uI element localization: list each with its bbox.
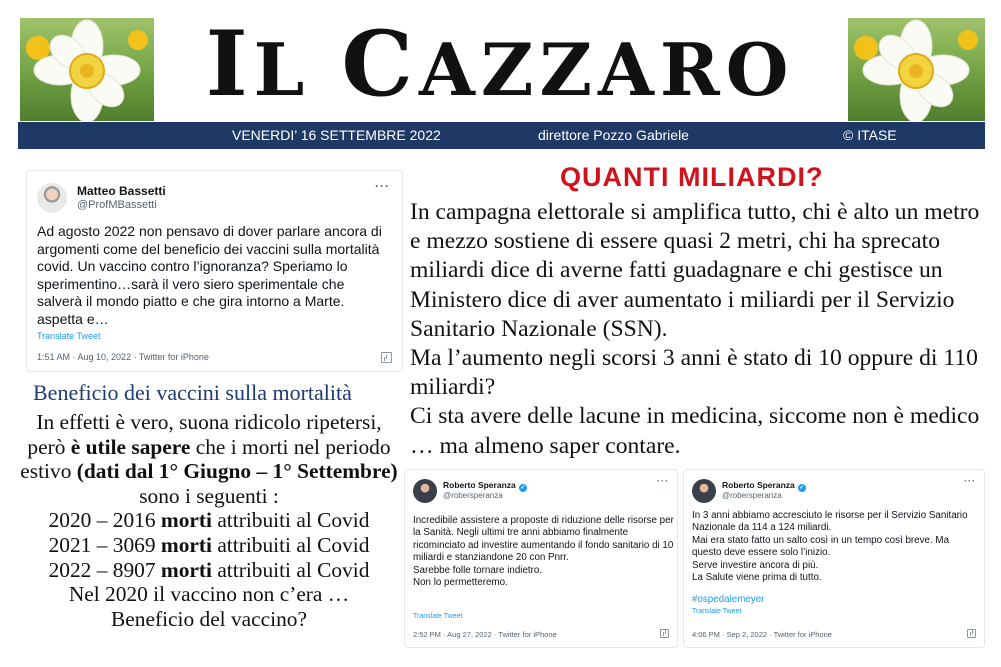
tweet-author-name: Matteo Bassetti [77, 184, 166, 198]
article-paragraph: Ci sta avere delle lacune in medicina, siccome non è medico … ma almeno saper contare. [410, 403, 980, 459]
daffodil-image-left [20, 18, 154, 121]
tweet-text: In 3 anni abbiamo accresciuto le risorse per il Servizio Sanitario Nazionale da 114 a 124 miliardi. Mai era stato fatto un salto così in un tempo così breve. Ma questo deve essere solo l’inizio. Serve investire ancora di più. La Salute viene prima di tutto. [692, 510, 968, 584]
more-options-icon[interactable]: ··· [657, 476, 669, 486]
article-body [410, 198, 985, 461]
tweet-timestamp: 2:52 PM · Aug 27, 2022 · Twitter for iPhone [413, 630, 557, 639]
issue-date: VENERDI’ 16 SETTEMBRE 2022 [232, 127, 441, 143]
tweet-timestamp: 1:51 AM · Aug 10, 2022 · Twitter for iPhone [37, 352, 209, 362]
translate-tweet-link[interactable]: Translate Tweet [692, 608, 742, 615]
more-options-icon[interactable]: ··· [964, 476, 976, 486]
column-heading: Beneficio dei vaccini sulla mortalità [33, 380, 352, 405]
director-credit: direttore Pozzo Gabriele [538, 127, 689, 143]
verified-badge-icon: ✓ [799, 485, 805, 491]
column-intro: In effetti è vero, suona ridicolo ripetersi, però è utile sapere che i morti nel periodo estivo (dati dal 1° Giugno – 1° Settembre) sono i seguenti : [20, 410, 398, 508]
tweet-text: Ad agosto 2022 non pensavo di dover parlare ancora di argomenti come del beneficio dei vaccini sulla mortalità covid. Un vaccino contro l’ignoranza? Speriamo lo sperimentino…sarà il vero siero sperimentale che salverà il mondo piatto e che gira intorno a Marte. aspetta e… [37, 223, 382, 327]
analytics-icon[interactable] [660, 629, 669, 638]
tweet-author-handle: @robersperanza [443, 491, 503, 500]
death-stat-row: 2022 – 8907 morti attribuiti al Covid [48, 557, 370, 582]
translate-tweet-link[interactable]: Translate Tweet [37, 331, 101, 341]
death-stat-row: 2020 – 2016 morti attribuiti al Covid [48, 508, 370, 533]
hashtag-link[interactable]: #ospedalemeyer [692, 594, 765, 605]
tweet-card-bassetti [26, 170, 403, 372]
more-options-icon[interactable]: ··· [375, 179, 390, 193]
column-closing: Nel 2020 il vaccino non c’era … [68, 582, 350, 607]
tweet-author-handle: @robersperanza [722, 491, 782, 500]
death-stat-row: 2021 – 3069 morti attribuiti al Covid [48, 532, 370, 557]
article-headline: QUANTI MILIARDI? [560, 162, 824, 192]
article-paragraph: Ma l’aumento negli scorsi 3 anni è stato di 10 oppure di 110 miliardi? [410, 345, 978, 401]
copyright-notice: © ITASE [843, 127, 897, 143]
avatar [413, 479, 437, 503]
tweet-text: Incredibile assistere a proposte di riduzione delle risorse per la Sanità. Negli ultimi tre anni abbiamo finalmente ricominciato ad investire aumentando il fondo sanitario di 10 miliardi e stanziandone 20 con Pnrr. Sarebbe folle tornare indietro. Non lo permetteremo. [413, 515, 674, 589]
tweet-author-name: Roberto Speranza ✓ [722, 480, 805, 491]
tweet-timestamp: 4:06 PM · Sep 2, 2022 · Twitter for iPhone [692, 630, 832, 639]
article-paragraph: In campagna elettorale si amplifica tutto, chi è alto un metro e mezzo sostiene di essere quasi 2 metri, chi ha sprecato miliardi dice di averne fatti guadagnare e chi gestisce un Ministero dice di aver aumentato i miliardi per il Servizio Sanitario Nazionale (SSN). [410, 199, 980, 342]
avatar [692, 479, 716, 503]
tweet-card-speranza-2 [683, 469, 985, 648]
column-closing: Beneficio del vaccino? [111, 606, 307, 631]
tweet-author-handle: @ProfMBassetti [77, 199, 157, 211]
analytics-icon[interactable] [381, 352, 392, 363]
avatar [37, 183, 67, 213]
verified-badge-icon: ✓ [520, 485, 526, 491]
masthead-info-bar [18, 122, 985, 149]
newspaper-title: IL CAZZARO [205, 11, 795, 117]
daffodil-image-right [848, 18, 985, 121]
tweet-author-name: Roberto Speranza ✓ [443, 480, 526, 491]
tweet-card-speranza-1 [404, 469, 678, 648]
column-text [18, 410, 400, 631]
analytics-icon[interactable] [967, 629, 976, 638]
translate-tweet-link[interactable]: Translate Tweet [413, 613, 463, 620]
